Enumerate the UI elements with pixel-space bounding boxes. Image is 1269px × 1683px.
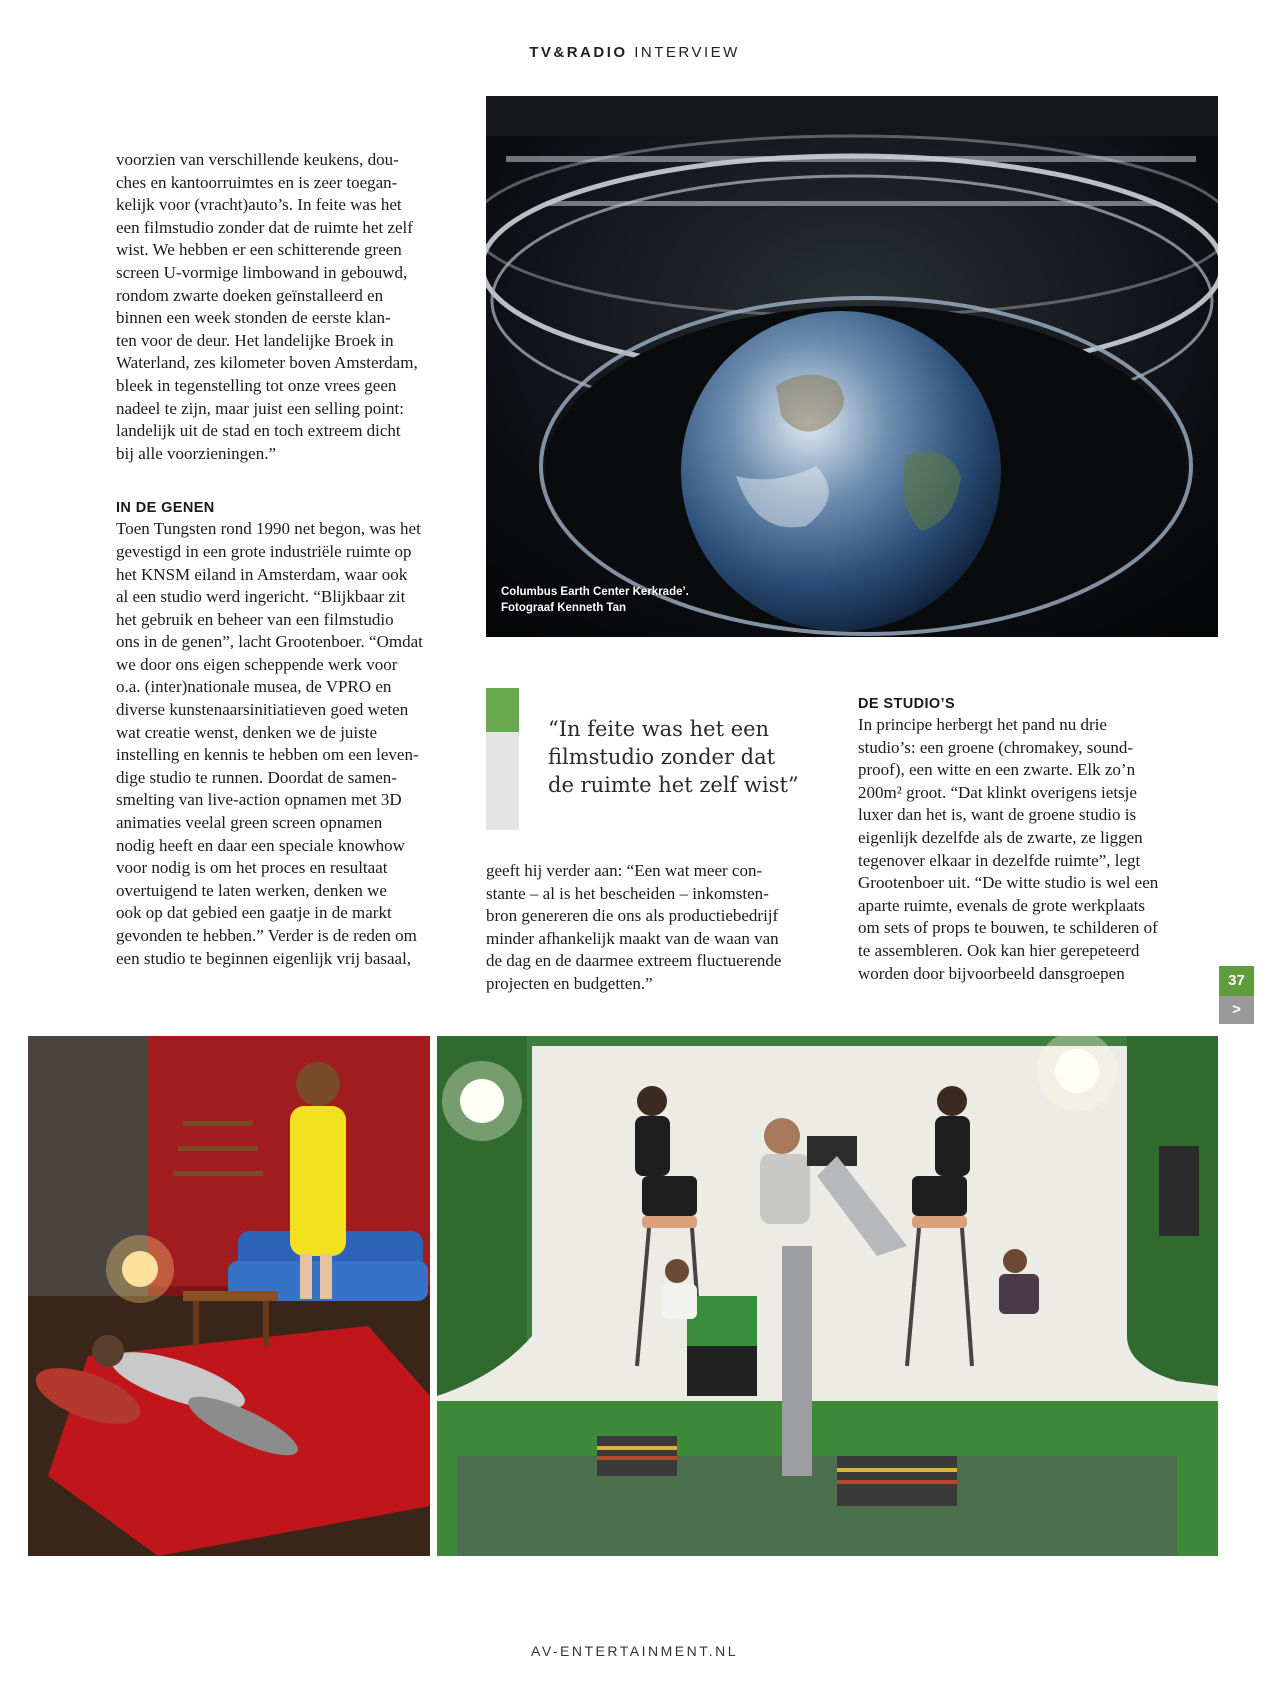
text-line: Waterland, zes kilometer boven Amsterdam,: [116, 353, 418, 373]
text-line: om sets of props te bouwen, te schilderen of: [858, 918, 1158, 938]
red-set-image: [28, 1036, 430, 1556]
text-line: de dag en de daarmeе extreem fluctuerende: [486, 951, 782, 971]
text-line: luxer dan het is, want de groene studio is: [858, 805, 1137, 825]
text-line: een studio te beginnen eigenlijk vrij basaal,: [116, 948, 412, 968]
text-line: stante – al is het bescheiden – inkomsten-: [486, 883, 769, 903]
text-line: diverse kunstenaarsinitiatieven goed weten: [116, 700, 409, 720]
text-line: al een studio werd ingericht. “Blijkbaar zit: [116, 587, 406, 607]
red-set-photo: [28, 1036, 430, 1556]
photo-caption: [501, 584, 689, 616]
caption-line: Fotograaf Kenneth Tan: [501, 602, 627, 614]
page-number: 37: [1219, 966, 1254, 996]
text-line: worden door bijvoorbeeld dansgroepen: [858, 963, 1125, 983]
green-studio-image: [437, 1036, 1218, 1556]
caption-line: Columbus Earth Center Kerkrade’.: [501, 586, 689, 598]
text-line: instelling en kennis te hebben om een leven-: [116, 745, 419, 765]
text-line: kelijk voor (vracht)auto’s. In feite was het: [116, 195, 402, 215]
column-left: [116, 149, 456, 970]
text-line: overtuigend te laten werken, denken we: [116, 880, 387, 900]
text-line: voorzien van verschillende keukens, dou-: [116, 150, 399, 169]
text-line: landelijk uit de stad en toch extreem dicht: [116, 421, 401, 441]
body-text: [116, 518, 456, 970]
text-line: geeft hij verder aan: “Een wat meer con-: [486, 861, 763, 880]
text-line: ons in de genen”, lacht Grootenboer. “Omdat: [116, 632, 423, 652]
text-line: nodig heeft en daar een speciale knowhow: [116, 835, 405, 855]
earth-center-image: [486, 96, 1218, 637]
text-line: projecten en budgetten.”: [486, 973, 653, 993]
text-line: tegenover elkaar in dezelfde ruimte”, legt: [858, 850, 1141, 870]
text-line: het KNSM eiland in Amsterdam, waar ook: [116, 564, 408, 584]
earth-center-photo: [486, 96, 1218, 637]
text-line: binnen een week stonden de eerste klan-: [116, 308, 391, 328]
text-line: 200m² groot. “Dat klinkt overigens ietsje: [858, 782, 1137, 802]
text-line: minder afhankelijk maakt van de waan van: [486, 928, 779, 948]
section-heading: DE STUDIO’S: [858, 696, 956, 712]
text-line: In principe herbergt het pand nu drie: [858, 715, 1107, 734]
text-line: Toen Tungsten rond 1990 net begon, was het: [116, 519, 421, 539]
text-line: voor nodig is om het proces en resultaat: [116, 858, 388, 878]
text-line: een filmstudio zonder dat de ruimte het zelf: [116, 217, 413, 237]
text-line: gevestigd in een grote industriële ruimte op: [116, 541, 412, 561]
text-line: bij alle voorzieningen.”: [116, 443, 277, 463]
text-line: o.a. (inter)nationale musea, de VPRO en: [116, 677, 392, 697]
quote-line: “In feite was het een: [548, 717, 770, 741]
footer-site: AV-ENTERTAINMENT.NL: [531, 1643, 738, 1659]
column-right: [858, 694, 1203, 985]
intro-text: [116, 149, 456, 465]
next-page-button[interactable]: >: [1219, 996, 1254, 1024]
column-middle: [486, 860, 826, 996]
text-line: dige studio te runnen. Doordat de samen-: [116, 767, 397, 787]
quote-line: filmstudio zonder dat: [548, 745, 776, 769]
text-line: screen U-vormige limbowand in gebouwd,: [116, 262, 408, 282]
running-header: [0, 44, 1269, 61]
text-line: wist. We hebben er een schitterende green: [116, 240, 402, 260]
green-studio-photo: [437, 1036, 1218, 1556]
text-line: ches en kantoorruimtes en is zeer toegan-: [116, 172, 398, 192]
text-line: bleek in tegenstelling tot onze vrees geen: [116, 375, 397, 395]
pull-quote: [548, 715, 848, 799]
text-line: gevonden te hebben.” Verder is de reden om: [116, 926, 417, 945]
text-line: te assembleren. Ook kan hier gerepeteerd: [858, 940, 1140, 960]
text-line: smelting van live-action opnamen met 3D: [116, 790, 402, 810]
text-line: nadeel te zijn, maar juist een selling point:: [116, 398, 404, 418]
text-line: het gebruik en beheer van een filmstudio: [116, 609, 394, 629]
text-line: eigenlijk dezelfde als de zwarte, ze liggen: [858, 827, 1143, 847]
text-line: ook op dat gebied een gaatje in de markt: [116, 903, 392, 923]
text-line: animaties veelal green screen opnamen: [116, 813, 383, 833]
text-line: rondom zwarte doeken geïnstalleerd en: [116, 285, 384, 305]
text-line: proof), een witte en een zwarte. Elk zo’n: [858, 760, 1136, 780]
quote-accent-green: [486, 688, 519, 732]
text-line: bron genereren die ons als productiebedrijf: [486, 906, 779, 926]
header-section: TV&RADIO: [529, 44, 628, 61]
section-heading: IN DE GENEN: [116, 500, 215, 517]
header-subsection: INTERVIEW: [634, 44, 740, 61]
quote-accent-gray: [486, 732, 519, 830]
text-line: aparte ruimte, evenals de grote werkplaats: [858, 895, 1145, 915]
text-line: Grootenboer uit. “De witte studio is wel een: [858, 873, 1159, 893]
text-line: we door ons eigen scheppende werk voor: [116, 654, 398, 674]
text-line: wat creatie wenst, denken we de juiste: [116, 722, 378, 742]
text-line: ten voor de deur. Het landelijke Broek in: [116, 330, 394, 350]
text-line: studio’s: een groene (chromakey, sound-: [858, 737, 1134, 757]
quote-line: de ruimte het zelf wist”: [548, 773, 799, 797]
